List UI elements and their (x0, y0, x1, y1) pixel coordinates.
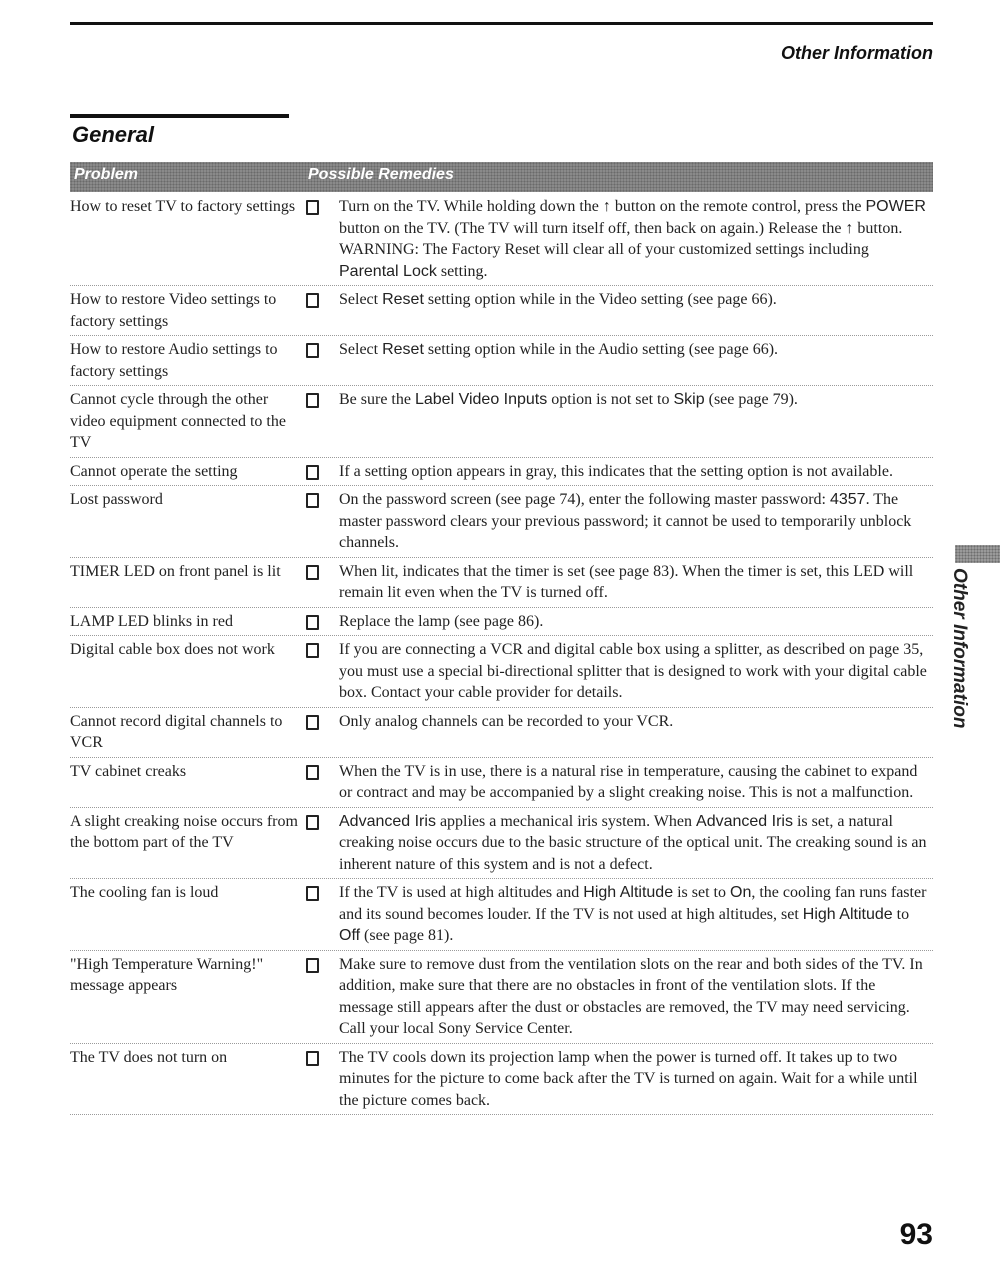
checkbox-bullet-icon (306, 293, 319, 308)
remedy-keyword: Skip (673, 391, 705, 408)
remedy-keyword: Label Video Inputs (414, 391, 548, 408)
problem-cell: A slight creaking noise occurs from the bottom part of the TV (70, 812, 298, 851)
remedy-text: Replace the lamp (see page 86). (339, 612, 544, 630)
problem-cell: The TV does not turn on (70, 1048, 228, 1066)
remedy-text: Make sure to remove dust from the ventilation slots on the rear and both sides of the TV. In addition, make sure that there are no obstacles in front of the ventilation slots. If the message still appears after the dust or obstacles are removed, the TV may need servicing. Call your local Sony Service Center. (339, 955, 923, 1037)
remedy-keyword: Advanced Iris (696, 812, 793, 830)
side-tab-marker (955, 545, 1000, 563)
section-rule (70, 114, 289, 118)
checkbox-bullet-icon (306, 565, 319, 580)
table-row (70, 486, 933, 558)
table-row (70, 193, 933, 286)
remedy-keyword: POWER (865, 198, 926, 215)
remedy-keyword: On (730, 884, 752, 901)
checkbox-bullet-icon (306, 200, 319, 215)
remedy-keyword: Reset (382, 341, 424, 358)
remedy-text: . The master password clears your previous password; it cannot be used to temporarily unblock channels. (339, 491, 912, 551)
problem-cell: "High Temperature Warning!" message appears (70, 955, 264, 994)
table-row (70, 808, 933, 880)
remedies-column-header: Possible Remedies (308, 166, 454, 183)
remedy-text: If you are connecting a VCR and digital cable box using a splitter, as described on page 35, you must use a special bi-directional splitter that is designed to work with your digital cable box. Contact your cable provider for details. (339, 641, 927, 701)
problem-cell: The cooling fan is loud (70, 884, 219, 901)
remedy-cell (339, 461, 929, 483)
remedy-text: Be sure the (339, 391, 415, 408)
remedy-text: Only analog channels can be recorded to your VCR. (339, 712, 674, 730)
table-row (70, 386, 933, 458)
remedy-text: The TV cools down its projection lamp when the power is turned off. It takes up to two minutes for the picture to come back after the TV is turned on again. Wait for a while until the picture comes back. (339, 1048, 918, 1109)
problem-cell: Cannot operate the setting (70, 462, 238, 480)
checkbox-bullet-icon (306, 393, 319, 408)
remedy-cell (339, 339, 929, 361)
remedy-cell (339, 389, 929, 411)
table-row (70, 879, 933, 951)
problem-cell: LAMP LED blinks in red (70, 612, 233, 630)
remedy-cell (339, 811, 929, 876)
checkbox-bullet-icon (306, 643, 319, 658)
running-head: Other Information (781, 43, 933, 63)
table-row (70, 951, 933, 1044)
remedy-text: Select (339, 291, 383, 308)
remedy-text: , the cooling fan runs faster and its sound becomes louder. If the TV is not used at high altitudes, set (339, 884, 927, 923)
problem-cell: Lost password (70, 491, 163, 508)
checkbox-bullet-icon (306, 815, 319, 830)
remedy-cell (339, 954, 929, 1040)
table-row (70, 636, 933, 708)
remedy-text: setting. (436, 262, 488, 280)
remedy-text: is set, a natural creaking noise occurs due to the basic structure of the optical unit. The creaking sound is an inherent nature of this system and is not a defect. (339, 812, 927, 873)
remedy-cell (339, 611, 929, 633)
remedy-text: If a setting option appears in gray, this indicates that the setting option is not available. (339, 462, 893, 480)
remedy-text: setting option while in the Video setting (see page 66). (423, 291, 777, 308)
checkbox-bullet-icon (306, 886, 319, 901)
remedy-text: (see page 81). (360, 927, 454, 944)
remedy-cell (339, 882, 929, 947)
remedy-text: is set to (673, 884, 730, 901)
checkbox-bullet-icon (306, 958, 319, 973)
remedy-text: button. (853, 219, 903, 237)
problem-cell: TIMER LED on front panel is lit (70, 562, 281, 580)
table-row (70, 286, 933, 336)
checkbox-bullet-icon (306, 765, 319, 780)
checkbox-bullet-icon (306, 465, 319, 480)
remedy-text: Select (339, 341, 383, 358)
section-title: General (72, 122, 154, 147)
problem-column-header: Problem (74, 166, 139, 183)
remedy-keyword: Parental Lock (339, 262, 437, 280)
remedy-keyword: ↑ (845, 219, 854, 237)
remedy-cell (339, 639, 929, 704)
remedy-keyword: 4357 (829, 491, 866, 508)
remedy-text: If the TV is used at high altitudes and (339, 884, 584, 901)
checkbox-bullet-icon (306, 715, 319, 730)
remedy-cell (339, 711, 929, 733)
remedy-text: setting option while in the Audio setting (see page 66). (423, 341, 779, 358)
problem-cell: How to restore Audio settings to factory settings (70, 341, 278, 380)
remedy-text: On the password screen (see page 74), enter the following master password: (339, 491, 830, 508)
troubleshooting-table (70, 193, 933, 1115)
remedy-text: option is not set to (547, 391, 674, 408)
remedy-text: to (892, 905, 910, 923)
remedy-text: WARNING: The Factory Reset will clear all of your customized settings including (339, 241, 869, 258)
problem-cell: Cannot record digital channels to VCR (70, 712, 283, 751)
remedy-keyword: Reset (382, 291, 424, 308)
remedy-text: When the TV is in use, there is a natural rise in temperature, causing the cabinet to expand or contract and may be accompanied by a slight creaking noise. This is not a malfunction. (339, 762, 918, 801)
remedy-cell (339, 1047, 929, 1112)
table-header (70, 162, 933, 192)
problem-cell: Digital cable box does not work (70, 641, 275, 658)
remedy-text: (see page 79). (704, 391, 798, 408)
table-row (70, 608, 933, 637)
table-row (70, 458, 933, 487)
remedy-text: button on the remote control, press the (610, 198, 866, 215)
problem-cell: How to restore Video settings to factory settings (70, 291, 277, 330)
remedy-text: applies a mechanical iris system. When (435, 812, 697, 830)
top-rule (70, 22, 933, 25)
remedy-cell (339, 289, 929, 311)
checkbox-bullet-icon (306, 493, 319, 508)
remedy-text: Turn on the TV. While holding down the (339, 198, 603, 215)
table-row (70, 336, 933, 386)
side-tab-label: Other Information (949, 568, 970, 729)
remedy-keyword: Advanced Iris (339, 812, 436, 830)
page-number: 93 (899, 1218, 933, 1251)
checkbox-bullet-icon (306, 615, 319, 630)
remedy-keyword: ↑ (602, 198, 611, 215)
table-row (70, 758, 933, 808)
remedy-text: button on the TV. (The TV will turn itself off, then back on again.) Release the (339, 219, 846, 237)
problem-cell: Cannot cycle through the other video equipment connected to the TV (70, 391, 286, 451)
remedy-cell (339, 561, 929, 604)
problem-cell: TV cabinet creaks (70, 762, 187, 780)
remedy-cell (339, 196, 929, 282)
remedy-cell (339, 761, 929, 804)
remedy-keyword: Off (339, 927, 361, 944)
remedy-keyword: High Altitude (802, 905, 893, 923)
table-row (70, 558, 933, 608)
table-row (70, 1044, 933, 1116)
problem-cell: How to reset TV to factory settings (70, 198, 296, 215)
remedy-keyword: High Altitude (583, 884, 674, 901)
remedy-cell (339, 489, 929, 554)
checkbox-bullet-icon (306, 1051, 319, 1066)
table-row (70, 708, 933, 758)
remedy-text: When lit, indicates that the timer is set (see page 83). When the timer is set, this LED will remain lit even when the TV is turned off. (339, 562, 914, 601)
checkbox-bullet-icon (306, 343, 319, 358)
